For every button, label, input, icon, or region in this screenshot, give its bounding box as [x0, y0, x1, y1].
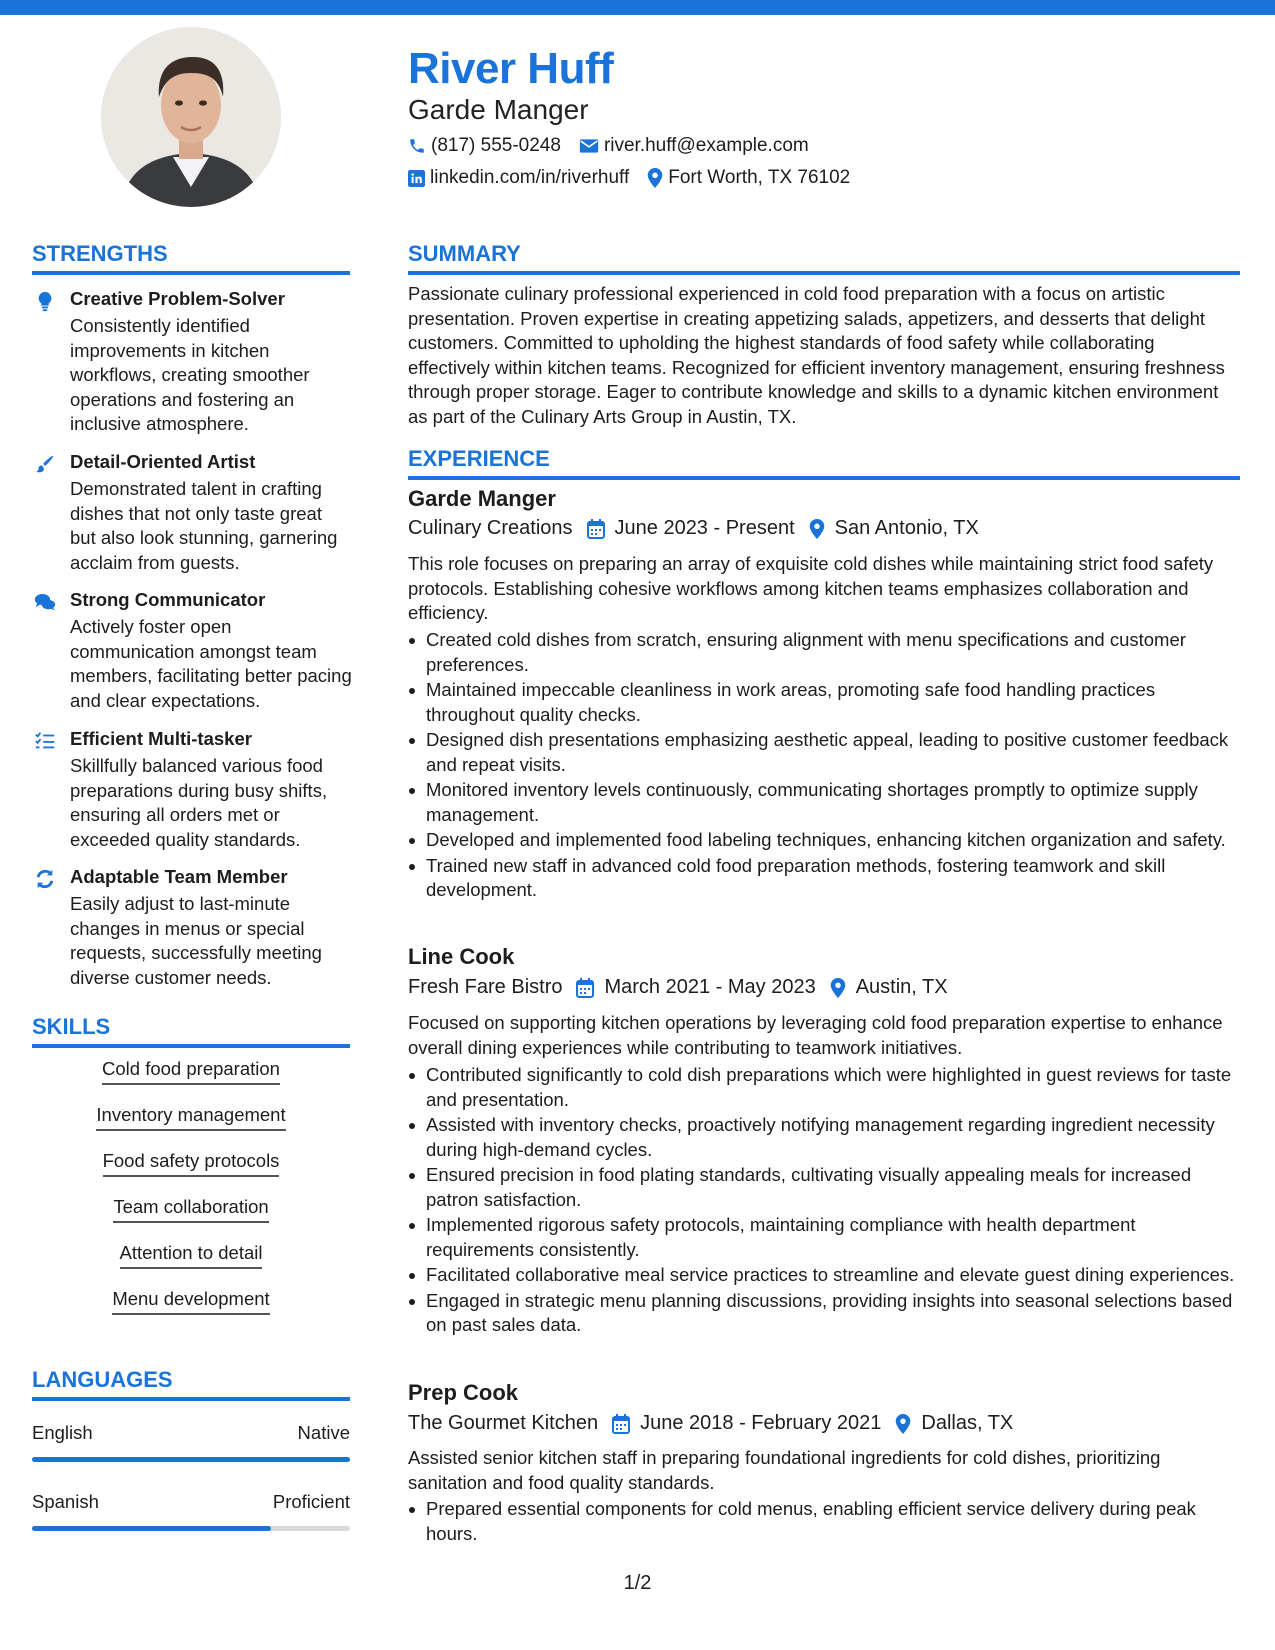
job-bullets — [408, 628, 1240, 904]
languages-heading: LANGUAGES — [32, 1367, 350, 1401]
language-name: English — [32, 1422, 93, 1443]
email-text: river.huff@example.com — [603, 135, 809, 156]
strength-title: Adaptable Team Member — [70, 866, 288, 887]
calendar-icon — [612, 1414, 630, 1434]
calendar-icon — [587, 519, 605, 539]
envelope-icon — [579, 138, 599, 154]
skill-item: Menu development — [112, 1288, 269, 1315]
list-item: Created cold dishes from scratch, ensuring alignment with menu specifications and customer preferences. — [408, 628, 1240, 677]
skill-item: Attention to detail — [120, 1242, 263, 1269]
job-location — [809, 517, 979, 540]
job-bullets — [408, 1497, 1240, 1547]
location-text: Fort Worth, TX 76102 — [668, 167, 851, 188]
chat-bubbles-icon — [34, 591, 56, 613]
skills-heading: SKILLS — [32, 1014, 350, 1048]
linkedin-icon — [408, 170, 425, 187]
job-location — [830, 976, 948, 999]
skill-item: Team collaboration — [113, 1196, 268, 1223]
contact-email[interactable] — [579, 135, 809, 157]
job-description: Assisted senior kitchen staff in preparing foundational ingredients for cold dishes, prioritizing sanitation and food quality standards. — [408, 1447, 1161, 1493]
job-dates-text: June 2018 - February 2021 — [640, 1412, 882, 1434]
job-dates — [612, 1412, 881, 1435]
job-location — [895, 1412, 1013, 1435]
linkedin-text: linkedin.com/in/riverhuff — [430, 167, 630, 188]
summary-heading: SUMMARY — [408, 241, 1240, 275]
strength-description: Demonstrated talent in crafting dishes that not only taste great but also look stunning, garnering acclaim from guests. — [70, 478, 338, 573]
proficiency-bar — [32, 1526, 350, 1531]
list-item: Ensured precision in food plating standards, cultivating visually appealing meals for increased patron satisfaction. — [408, 1163, 1240, 1212]
candidate-title: Garde Manger — [408, 94, 589, 125]
page-number: 1/2 — [623, 1572, 652, 1594]
experience-heading: EXPERIENCE — [408, 446, 1240, 480]
job-meta — [408, 976, 962, 999]
job-dates — [576, 976, 815, 999]
job-description: Focused on supporting kitchen operations by leveraging cold food preparation expertise to enhance overall dining experiences while contributing to teamwork initiatives. — [408, 1012, 1223, 1058]
list-item: Assisted with inventory checks, proactively notifying management regarding ingredient necessity during high-demand cycles. — [408, 1113, 1240, 1162]
strength-description: Actively foster open communication amongst team members, facilitating better pacing and clear expectations. — [70, 616, 352, 711]
strength-description: Skillfully balanced various food preparations during busy shifts, ensuring all orders met or exceeded quality standards. — [70, 755, 328, 850]
language-name: Spanish — [32, 1491, 99, 1512]
skill-item: Inventory management — [96, 1104, 285, 1131]
list-item: Monitored inventory levels continuously, communicating shortages promptly to optimize supply management. — [408, 778, 1240, 827]
job-location-text: Dallas, TX — [921, 1412, 1014, 1434]
phone-icon — [408, 137, 426, 155]
lightbulb-icon — [34, 290, 56, 312]
phone-text: (817) 555-0248 — [431, 135, 561, 156]
job-title: Prep Cook — [408, 1380, 519, 1405]
job-location-text: San Antonio, TX — [834, 517, 979, 539]
strength-description: Easily adjust to last-minute changes in menus or special requests, successfully meeting diverse customer needs. — [70, 893, 322, 988]
job-company: Culinary Creations — [408, 517, 573, 539]
language-level: Proficient — [272, 1491, 350, 1512]
checklist-icon — [34, 730, 56, 752]
job-dates-text: June 2023 - Present — [614, 517, 795, 539]
contact-location — [647, 167, 850, 189]
proficiency-bar — [32, 1457, 350, 1462]
refresh-icon — [34, 868, 56, 890]
job-meta — [408, 517, 993, 540]
strength-title: Efficient Multi-tasker — [70, 728, 252, 749]
contact-linkedin[interactable] — [408, 167, 629, 189]
map-pin-icon — [830, 978, 846, 998]
list-item: Contributed significantly to cold dish preparations which were highlighted in guest reviews for taste and presentation. — [408, 1063, 1240, 1112]
list-item: Prepared essential components for cold menus, enabling efficient service delivery during peak hours. — [408, 1497, 1240, 1546]
strengths-heading: STRENGTHS — [32, 241, 350, 275]
profile-photo-icon — [101, 27, 281, 207]
strength-title: Creative Problem-Solver — [70, 288, 285, 309]
job-dates — [587, 517, 795, 540]
proficiency-fill — [32, 1526, 271, 1531]
list-item: Designed dish presentations emphasizing aesthetic appeal, leading to positive customer feedback and repeat visits. — [408, 728, 1240, 777]
list-item: Maintained impeccable cleanliness in work areas, promoting safe food handling practices throughout quality checks. — [408, 678, 1240, 727]
candidate-name: River Huff — [408, 44, 614, 93]
contact-row-1 — [408, 135, 827, 157]
map-pin-icon — [647, 168, 663, 188]
proficiency-fill — [32, 1457, 350, 1462]
language-level: Native — [297, 1422, 350, 1443]
skill-item: Food safety protocols — [103, 1150, 280, 1177]
job-title: Garde Manger — [408, 486, 556, 511]
job-location-text: Austin, TX — [855, 976, 948, 998]
job-company: The Gourmet Kitchen — [408, 1412, 599, 1434]
list-item: Trained new staff in advanced cold food preparation methods, fostering teamwork and skill development. — [408, 854, 1240, 903]
calendar-icon — [576, 978, 594, 998]
map-pin-icon — [895, 1414, 911, 1434]
list-item: Engaged in strategic menu planning discussions, providing insights into seasonal selections based on past sales data. — [408, 1289, 1240, 1338]
job-dates-text: March 2021 - May 2023 — [604, 976, 816, 998]
strength-description: Consistently identified improvements in kitchen workflows, creating smoother operations and fostering an inclusive atmosphere. — [70, 315, 310, 434]
list-item: Facilitated collaborative meal service practices to streamline and elevate guest dining experiences. — [408, 1263, 1240, 1288]
strength-title: Detail-Oriented Artist — [70, 451, 256, 472]
list-item: Developed and implemented food labeling techniques, enhancing kitchen organization and safety. — [408, 828, 1240, 853]
list-item: Implemented rigorous safety protocols, maintaining compliance with health department requirements consistently. — [408, 1213, 1240, 1262]
skills-list — [32, 1058, 350, 1334]
job-description: This role focuses on preparing an array of exquisite cold dishes while maintaining strict food safety protocols. Establishing cohesive workflows among kitchen teams emphasizes collaboration and efficiency. — [408, 553, 1214, 623]
job-title: Line Cook — [408, 944, 515, 969]
summary-text: Passionate culinary professional experienced in cold food preparation with a focus on artistic presentation. Proven expertise in creating appetizing salads, appetizers, and desserts that delight customers. Committed to upholding the highest standards of food safety while collaborating effectively within kitchen teams. Recognized for efficient inventory management, ensuring freshness through proper storage. Eager to contribute knowledge and skills to a dynamic kitchen environment as part of the Culinary Arts Group in Austin, TX. — [408, 283, 1225, 427]
avatar — [101, 27, 281, 207]
strength-title: Strong Communicator — [70, 589, 266, 610]
map-pin-icon — [809, 519, 825, 539]
skill-item: Cold food preparation — [102, 1058, 280, 1085]
job-bullets — [408, 1063, 1240, 1339]
contact-phone[interactable] — [408, 135, 561, 157]
contact-row-2 — [408, 167, 868, 189]
paintbrush-icon — [34, 453, 56, 475]
top-accent-bar — [0, 0, 1275, 15]
job-meta — [408, 1412, 1027, 1435]
job-company: Fresh Fare Bistro — [408, 976, 563, 998]
